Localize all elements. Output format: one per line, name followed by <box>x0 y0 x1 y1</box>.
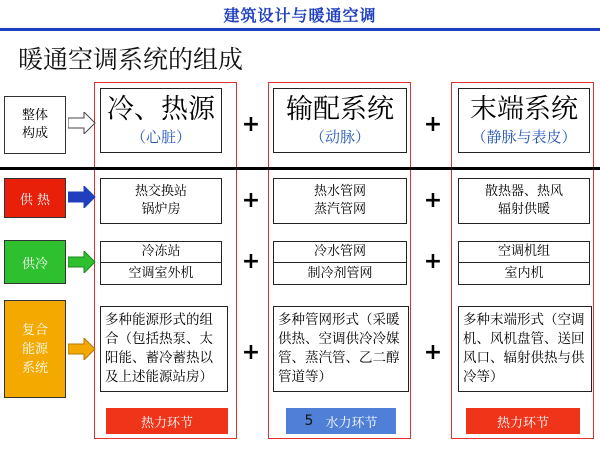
cell-cooling-source-line1: 冷冻站 <box>100 241 222 262</box>
row-label-compound-text: 复合 能源 系统 <box>21 322 48 376</box>
cell-cooling-terminal <box>458 241 590 281</box>
row-label-heating-text: 供 热 <box>19 192 51 208</box>
band-thermal-source <box>106 408 228 434</box>
cell-cooling-distribution-line2: 制冷剂管网 <box>273 262 407 285</box>
band-thermal-source-label: 热力环节 <box>140 415 193 431</box>
arrow-right-outline-icon <box>68 112 96 134</box>
header-rule <box>0 28 600 31</box>
slide-title: 暖通空调系统的组成 <box>18 45 244 74</box>
cell-compound-source-text: 多种能源形式的组合（包括热泵、太阳能、蓄冷蓄热以及上述能源站房） <box>105 312 213 385</box>
cell-heating-terminal <box>458 178 590 224</box>
header-title: 建筑设计与暖通空调 <box>223 6 377 25</box>
cell-compound-terminal <box>458 306 592 392</box>
section-divider <box>0 167 600 170</box>
plus-sign: + <box>241 112 261 137</box>
cell-compound-terminal-text: 多种末端形式（空调机、风机盘管、送回风口、辐射供热与供冷等） <box>463 312 585 385</box>
plus-sign: + <box>423 249 443 274</box>
row-label-composition-text: 整体 构成 <box>21 108 48 141</box>
band-thermal-terminal <box>466 408 580 434</box>
cell-cooling-terminal-line2: 室内机 <box>458 262 590 285</box>
plus-sign: + <box>423 188 443 213</box>
cell-heating-distribution <box>273 178 407 224</box>
column-title-terminal: 末端系统 <box>470 94 578 125</box>
plus-sign: + <box>423 340 443 365</box>
row-label-compound <box>4 300 66 398</box>
column-subtitle-terminal: （静脉与表皮） <box>471 128 577 146</box>
cell-cooling-source <box>100 241 222 281</box>
band-hydraulic <box>286 408 396 434</box>
column-title-distribution: 输配系统 <box>286 94 394 125</box>
cell-heating-source <box>100 178 222 224</box>
plus-sign: + <box>241 249 261 274</box>
arrow-right-blue-icon <box>68 186 96 208</box>
row-label-heating <box>4 178 66 218</box>
cell-cooling-distribution-line1: 冷水管网 <box>273 241 407 262</box>
column-header-terminal <box>458 88 590 153</box>
row-label-composition <box>4 96 66 154</box>
cell-cooling-distribution <box>273 241 407 281</box>
cell-cooling-terminal-line1: 空调机组 <box>458 241 590 262</box>
cell-compound-distribution <box>273 306 409 392</box>
column-title-source: 冷、热源 <box>107 94 215 125</box>
plus-sign: + <box>241 340 261 365</box>
band-thermal-terminal-label: 热力环节 <box>496 415 549 431</box>
column-header-source <box>100 88 222 153</box>
row-label-cooling-text: 供冷 <box>21 256 48 272</box>
column-subtitle-distribution: （动脉） <box>309 128 370 146</box>
row-label-cooling <box>4 240 66 284</box>
cell-heating-source-text: 热交换站 锅炉房 <box>134 184 187 217</box>
cell-cooling-source-line2: 空调室外机 <box>100 262 222 285</box>
cell-heating-terminal-text: 散热器、热风 辐射供暖 <box>484 184 563 217</box>
column-subtitle-source: （心脏） <box>130 128 191 146</box>
band-hydraulic-label: 水力环节 <box>325 415 378 431</box>
arrow-right-green-icon <box>68 251 96 273</box>
plus-sign: + <box>423 112 443 137</box>
cell-compound-source <box>100 306 228 392</box>
column-header-distribution <box>273 88 407 153</box>
cell-compound-distribution-text: 多种管网形式（采暖供热、空调供冷冷媒管、蒸汽管、乙二醇管道等） <box>278 312 400 385</box>
arrow-right-yellow-icon <box>68 338 96 360</box>
plus-sign: + <box>241 188 261 213</box>
cell-heating-distribution-text: 热水管网 蒸汽管网 <box>313 184 366 217</box>
band-hydraulic-prefix: 5 <box>304 413 314 429</box>
